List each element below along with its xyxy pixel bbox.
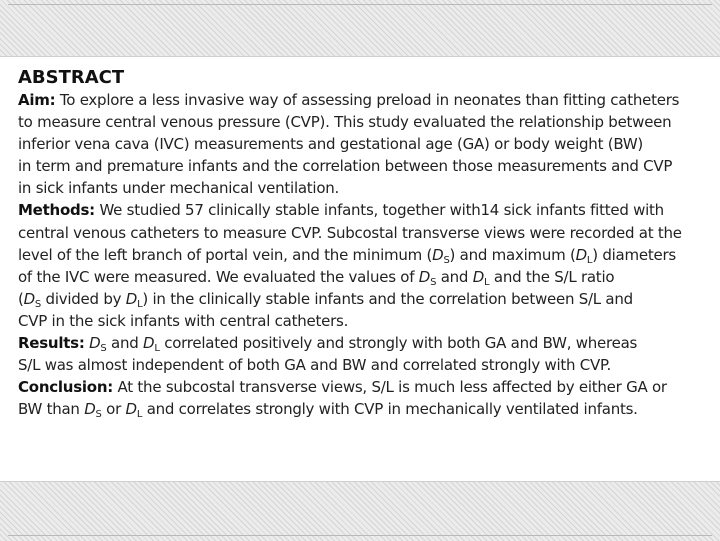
symbol-d: D: [143, 334, 155, 353]
aim-text-line: in term and premature infants and the correlation between those measurements and CVP: [18, 157, 673, 176]
subscript-s: S: [430, 276, 437, 288]
methods-text: ) in the clinically stable infants and the correlation between S/L and: [142, 289, 633, 308]
results-paragraph: [18, 332, 702, 376]
subscript-s: S: [95, 409, 102, 421]
aim-text-line: inferior vena cava (IVC) measurements and gestational age (GA) or body weight (BW): [18, 135, 644, 154]
conclusion-text: and correlates strongly with CVP in mechanically ventilated infants.: [142, 400, 638, 419]
methods-text: (: [18, 289, 24, 308]
symbol-d: D: [125, 289, 138, 308]
conclusion-text: BW than: [18, 400, 85, 419]
methods-text: central venous catheters to measure CVP. Subcostal transverse views were recorded at the: [18, 223, 682, 242]
symbol-d: D: [418, 267, 431, 286]
methods-label: Methods:: [18, 201, 95, 220]
symbol-d: D: [125, 400, 137, 419]
results-label: Results:: [18, 334, 85, 353]
subscript-l: L: [137, 298, 143, 310]
abstract-heading: ABSTRACT: [18, 67, 125, 88]
subscript-l: L: [154, 343, 160, 355]
aim-text-line: To explore a less invasive way of assessing preload in neonates than fitting catheters: [55, 91, 680, 109]
methods-text: divided by: [41, 289, 126, 308]
conclusion-label: Conclusion:: [18, 378, 114, 397]
methods-text: CVP in the sick infants with central catheters.: [18, 311, 349, 330]
symbol-d: D: [84, 400, 96, 419]
top-hatched-band: [0, 0, 720, 57]
results-text: correlated positively and strongly with both GA and BW, whereas: [159, 334, 638, 353]
top-frame-line: [8, 4, 712, 5]
symbol-d: D: [472, 267, 485, 286]
subscript-s: S: [100, 343, 107, 355]
results-text: S/L was almost independent of both GA and BW and correlated strongly with CVP.: [18, 356, 612, 375]
bottom-hatched-band: [0, 481, 720, 541]
methods-text: of the IVC were measured. We evaluated the values of: [18, 267, 419, 286]
symbol-d: D: [23, 289, 35, 308]
conclusion-text: or: [101, 400, 126, 419]
symbol-d: D: [432, 245, 444, 264]
conclusion-text: At the subcostal transverse views, S/L is much less affected by either GA or: [113, 378, 667, 397]
abstract-block: [18, 66, 702, 420]
methods-text: level of the left branch of portal vein, and the minimum (: [18, 245, 433, 264]
results-text: and: [106, 334, 144, 353]
aim-paragraph: [18, 89, 702, 199]
aim-label: Aim:: [18, 91, 56, 109]
subscript-l: L: [586, 254, 593, 266]
methods-text: and: [436, 267, 473, 286]
methods-paragraph: [18, 199, 702, 332]
symbol-d: D: [575, 245, 587, 264]
subscript-s: S: [443, 254, 450, 266]
symbol-d: D: [89, 334, 101, 353]
subscript-l: L: [484, 276, 490, 288]
subscript-s: S: [34, 298, 42, 310]
subscript-l: L: [136, 409, 143, 421]
methods-text: ) diameters: [592, 245, 676, 264]
conclusion-paragraph: [18, 376, 702, 420]
methods-text: and the S/L ratio: [489, 267, 615, 286]
methods-text: We studied 57 clinically stable infants, together with14 sick infants fitted with: [94, 201, 664, 220]
aim-text-line: in sick infants under mechanical ventilation.: [18, 179, 340, 198]
aim-text-line: to measure central venous pressure (CVP). This study evaluated the relationship between: [18, 113, 672, 132]
bottom-frame-line: [8, 535, 712, 536]
methods-text: ) and maximum (: [449, 245, 576, 264]
